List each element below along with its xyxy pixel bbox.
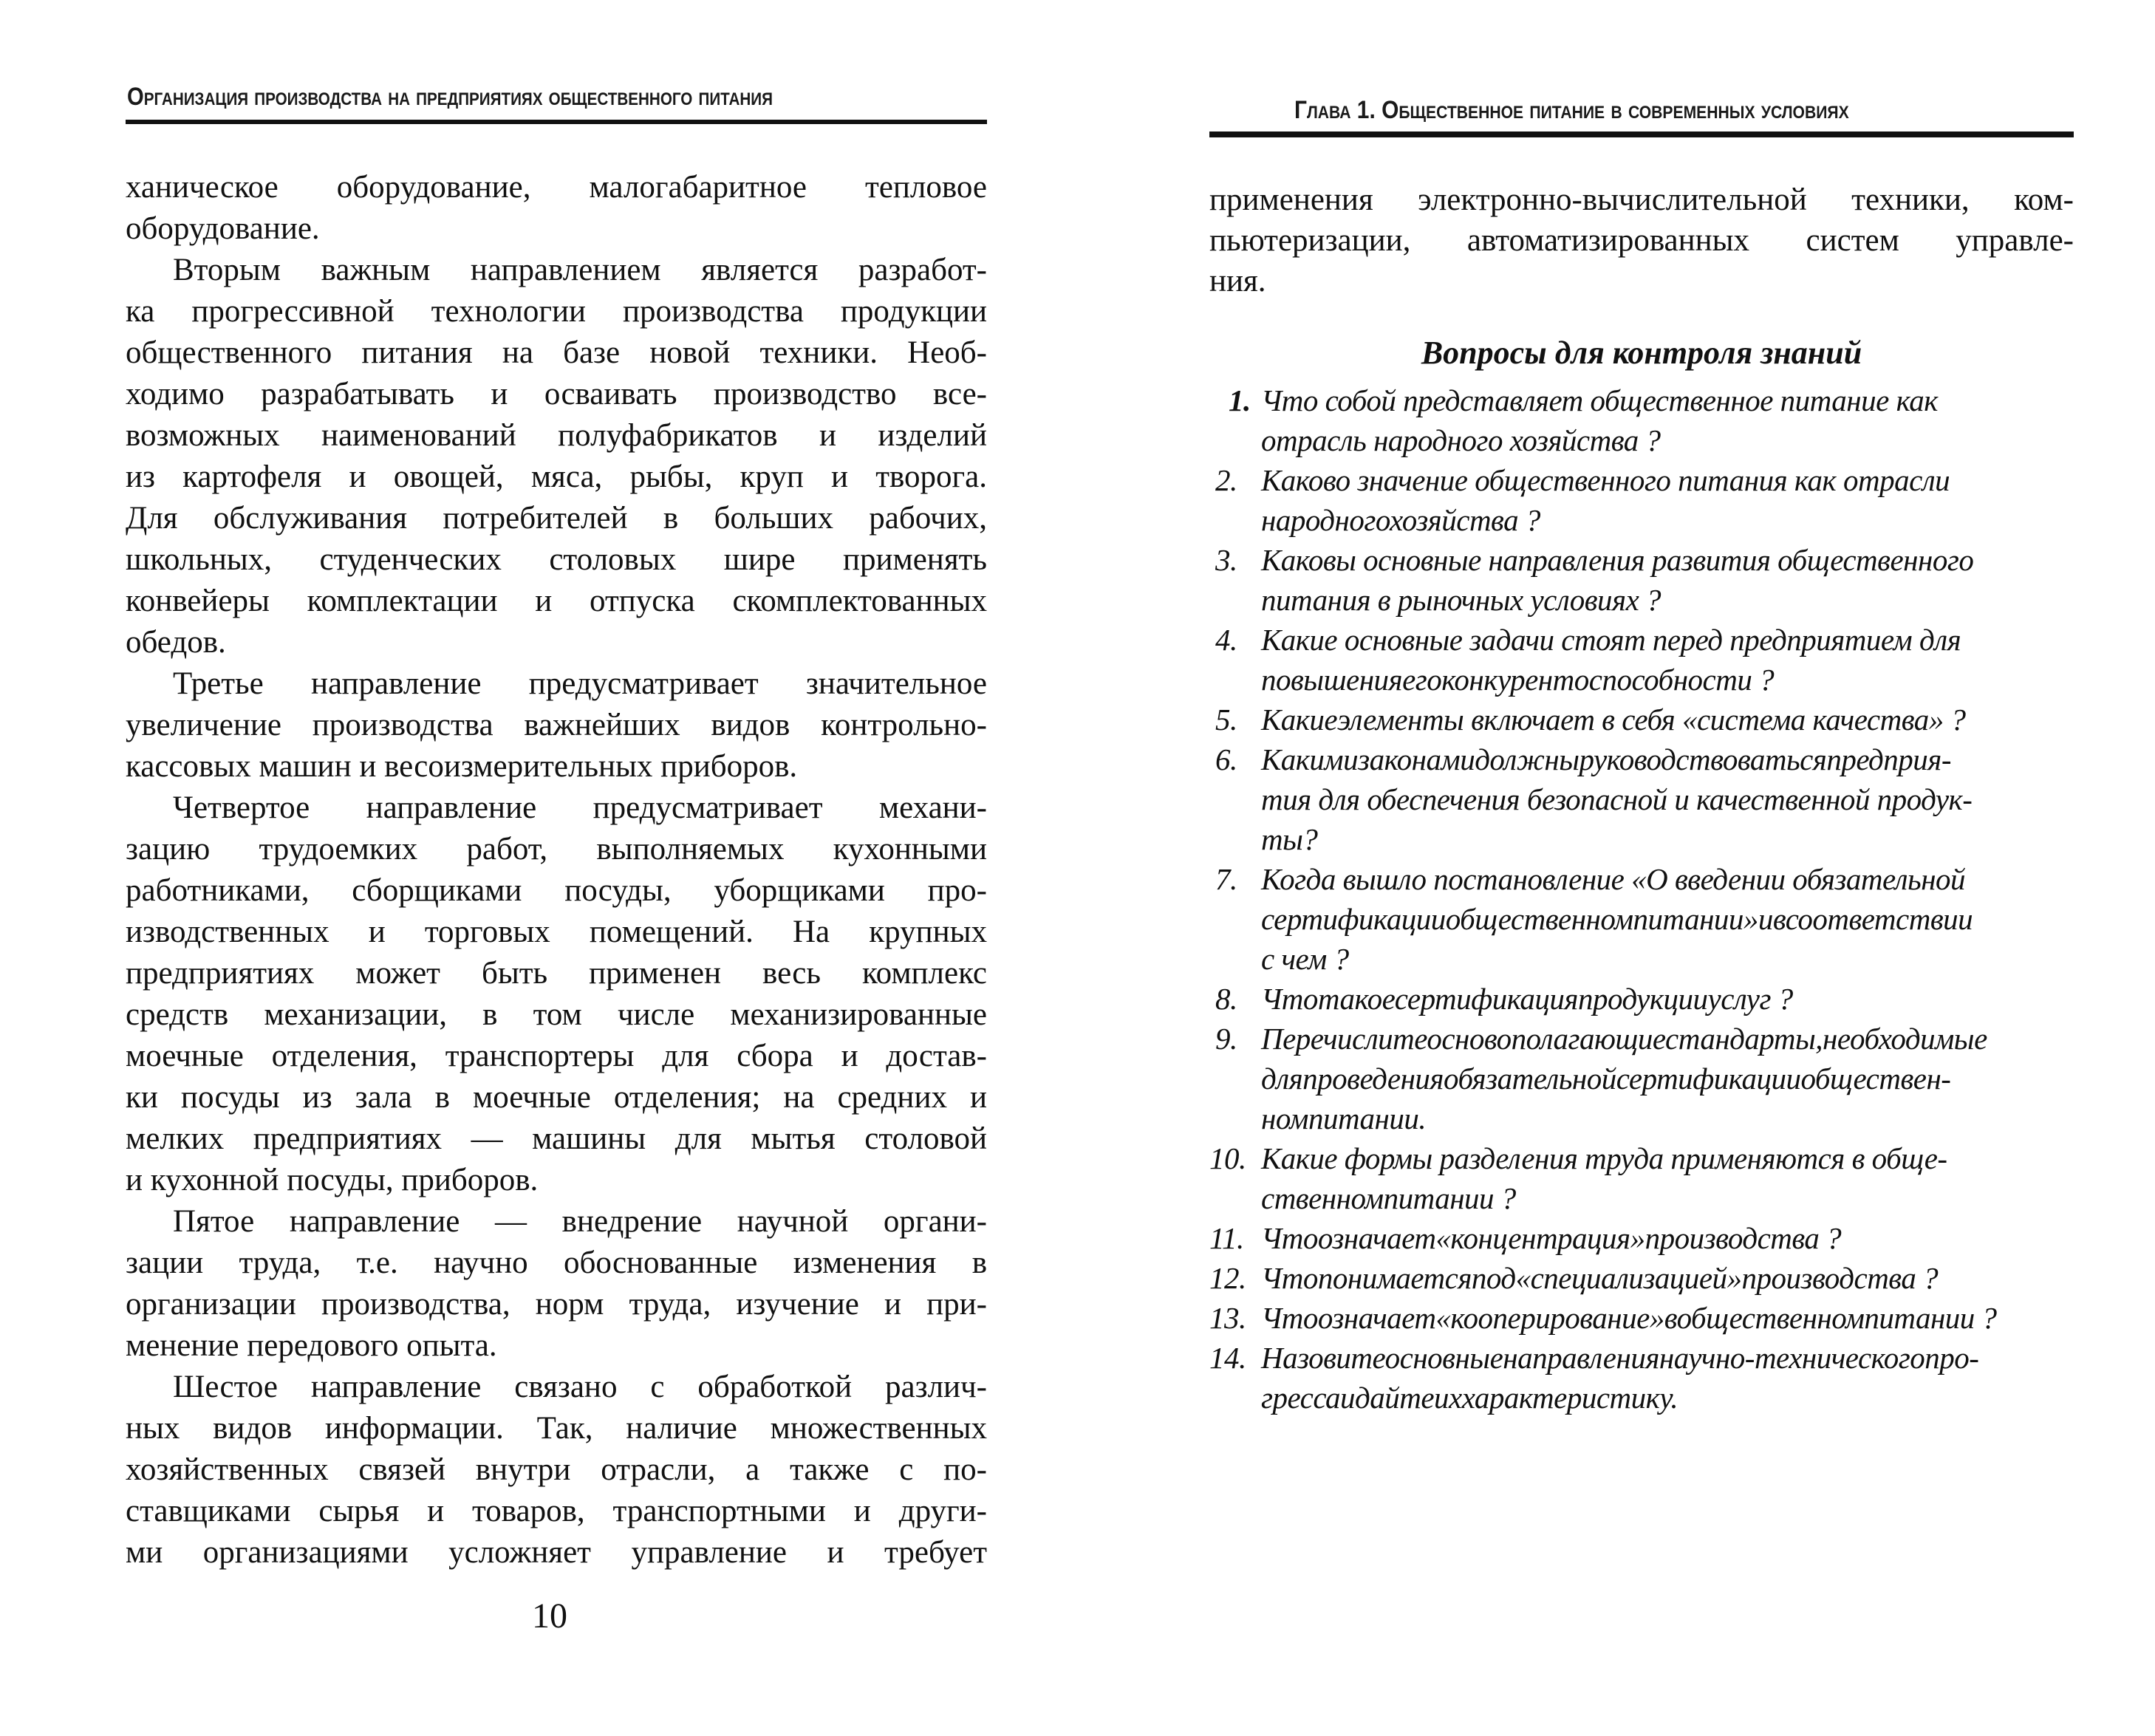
question-item (1209, 540, 2103, 620)
question-item (1209, 1298, 2103, 1338)
question-item (1209, 1218, 2103, 1258)
question-item (1209, 1258, 2103, 1298)
question-text-line: грессаидайтеиххарактеристику. (1261, 1381, 1678, 1415)
question-number: 8. (1215, 982, 1237, 1016)
text-line: школьных, студенческих столовых шире применять (126, 542, 987, 577)
text-line: конвейеры комплектации и отпуска скомплектованных (126, 584, 987, 618)
question-text-line: ты? (1261, 822, 1318, 856)
question-item (1209, 739, 2103, 859)
text-line: Третье направление предусматривает значительное (173, 666, 987, 701)
question-text-line: дляпроведенияобязательнойсертификацииобществен- (1261, 1062, 1951, 1096)
question-number: 11. (1209, 1221, 1244, 1255)
question-text-line: Что собой представляет общественное питание как (1261, 383, 1938, 417)
question-item (1209, 460, 2103, 540)
question-number: 9. (1215, 1022, 1237, 1056)
text-line: зации труда, т.е. научно обоснованные изменения в (126, 1245, 987, 1280)
question-number: 14. (1209, 1341, 1246, 1375)
questions-heading: Вопросы для контроля знаний (1421, 335, 1862, 371)
question-text-line: тия для обеспечения безопасной и качественной продук- (1261, 782, 1973, 816)
left-page-body (126, 167, 987, 1573)
text-line: ка прогрессивной технологии производства продукции (126, 294, 987, 329)
text-line: общественного питания на базе новой техники. Необ- (126, 335, 987, 370)
text-line: ставщиками сырья и товаров, транспортными и други- (126, 1494, 987, 1528)
running-header-left: Организация производства на предприятиях общественного питания (127, 83, 773, 111)
question-text-line: народногохозяйства ? (1261, 503, 1540, 537)
question-text-line: Какие основные задачи стоят перед предприятием для (1261, 623, 1961, 657)
text-line: кассовых машин и весоизмерительных приборов. (126, 749, 798, 784)
question-number: 13. (1209, 1301, 1246, 1335)
text-line: организации производства, норм труда, изучение и при- (126, 1287, 987, 1322)
question-text-line: повышенияегоконкурентоспособности ? (1261, 663, 1775, 697)
question-text-line: Чтоозначает«концентрация»производства ? (1261, 1221, 1842, 1255)
text-line: Пятое направление — внедрение научной органи- (173, 1204, 987, 1239)
question-text-line: отрасль народного хозяйства ? (1261, 423, 1661, 457)
page-number: 10 (532, 1596, 567, 1636)
text-line: пьютеризации, автоматизированных систем управле- (1209, 223, 2074, 258)
text-line: Шестое направление связано с обработкой различ- (173, 1370, 987, 1404)
text-line: и кухонной посуды, приборов. (126, 1163, 539, 1197)
text-line: Вторым важным направлением является разработ- (173, 253, 987, 287)
question-text-line: Назовитеосновныенаправлениянаучно-техническогопро- (1261, 1341, 1979, 1375)
text-line: зацию трудоемких работ, выполняемых кухонными (126, 832, 987, 867)
question-item (1209, 1138, 2103, 1218)
question-item (1209, 979, 2103, 1019)
text-line: ходимо разрабатывать и осваивать производство все- (126, 377, 987, 411)
text-line: ми организациями усложняет управление и требует (126, 1535, 987, 1570)
question-item (1209, 380, 2103, 460)
question-number: 3. (1215, 543, 1237, 577)
questions-list (1209, 380, 2103, 1418)
text-line: хозяйственных связей внутри отрасли, а также с по- (126, 1452, 987, 1487)
text-line: возможных наименований полуфабрикатов и изделий (126, 418, 987, 453)
text-line: изводственных и торговых помещений. На крупных (126, 915, 987, 949)
question-item (1209, 1338, 2103, 1418)
text-line: мелких предприятиях — машины для мытья столовой (126, 1121, 987, 1156)
question-text-line: Каковы основные направления развития общественного (1261, 543, 1974, 577)
text-line: ханическое оборудование, малогабаритное тепловое (126, 170, 987, 205)
header-rule-left (126, 120, 987, 124)
text-line: обедов. (126, 625, 226, 660)
question-text-line: номпитании. (1261, 1101, 1427, 1135)
text-line: средств механизации, в том числе механизированные (126, 997, 987, 1032)
text-line: менение передового опыта. (126, 1328, 497, 1363)
text-line: моечные отделения, транспортеры для сбора и достав- (126, 1039, 987, 1073)
question-text-line: Чтотакоесертификацияпродукцииуслуг ? (1261, 982, 1793, 1016)
question-number: 6. (1215, 742, 1237, 776)
text-line: работниками, сборщиками посуды, уборщиками про- (126, 873, 987, 908)
text-line: ния. (1209, 264, 1266, 298)
question-number: 10. (1209, 1141, 1246, 1175)
text-line: ных видов информации. Так, наличие множественных (126, 1411, 987, 1446)
question-number: 5. (1215, 703, 1237, 737)
question-number: 4. (1215, 623, 1237, 657)
question-number: 2. (1215, 463, 1237, 497)
running-header-right: Глава 1. Общественное питание в современных условиях (1294, 96, 1849, 124)
text-line: применения электронно-вычислительной техники, ком- (1209, 182, 2074, 217)
question-item (1209, 859, 2103, 979)
text-line: Для обслуживания потребителей в больших рабочих, (126, 501, 987, 536)
question-text-line: Когда вышло постановление «О введении обязательной (1261, 862, 1966, 896)
question-text-line: Какиеэлементы включает в себя «система качества» ? (1261, 703, 1966, 737)
text-line: предприятиях может быть применен весь комплекс (126, 956, 987, 991)
text-line: ки посуды из зала в моечные отделения; на средних и (126, 1080, 987, 1115)
header-rule-right (1209, 131, 2074, 137)
question-text-line: питания в рыночных условиях ? (1261, 583, 1661, 617)
question-text-line: Какие формы разделения труда применяются в обще- (1261, 1141, 1947, 1175)
text-line: Четвертое направление предусматривает механи- (173, 790, 987, 825)
question-number: 7. (1215, 862, 1237, 896)
question-item (1209, 620, 2103, 700)
question-item (1209, 1019, 2103, 1138)
question-text-line: Чтопонимаетсяпод«специализацией»производства ? (1261, 1261, 1939, 1295)
question-text-line: Чтоозначает«кооперирование»вобщественномпитании ? (1261, 1301, 1997, 1335)
right-page-intro (1209, 180, 2074, 301)
question-text-line: ственномпитании ? (1261, 1181, 1516, 1215)
text-line: оборудование. (126, 211, 320, 246)
text-line: из картофеля и овощей, мяса, рыбы, круп и творога. (126, 459, 987, 494)
question-text-line: Какимизаконамидолжныруководствоватьсяпредприя- (1261, 742, 1951, 776)
question-text-line: Перечислитеосновополагающиестандарты,необходимые (1261, 1022, 1987, 1056)
question-number: 1. (1229, 383, 1251, 417)
question-number: 12. (1209, 1261, 1246, 1295)
text-line: увеличение производства важнейших видов контрольно- (126, 708, 987, 742)
question-text-line: Каково значение общественного питания как отрасли (1261, 463, 1950, 497)
question-text-line: с чем ? (1261, 942, 1349, 976)
question-item (1209, 700, 2103, 739)
question-text-line: сертификацииобщественномпитании»ивсоответствии (1261, 902, 1973, 936)
